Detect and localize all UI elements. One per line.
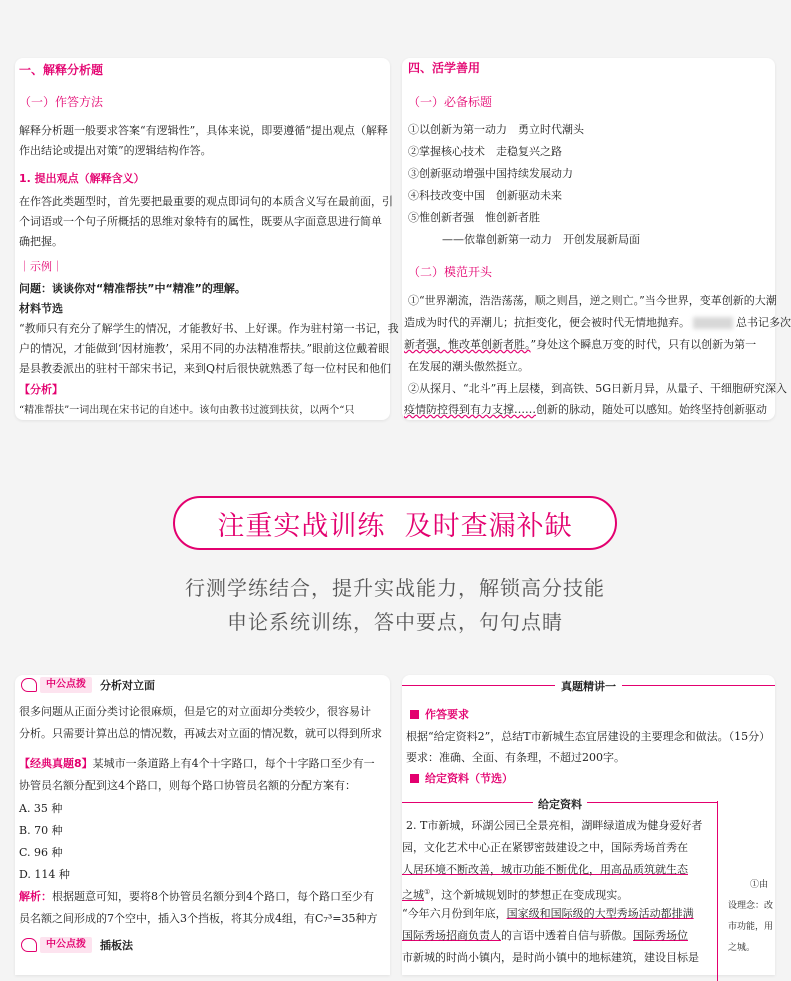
banner-subtitle: 行测学练结合，提升实战能力，解锁高分技能	[185, 576, 605, 600]
card-counting-methods	[15, 675, 390, 975]
option-item: C. 96 种	[19, 846, 63, 859]
question-line: 问题：谈谈你对“精准帮扶”中“精准”的理解。	[19, 282, 246, 295]
title-item: ②掌握核心技术 走稳复兴之路	[408, 145, 562, 158]
subsection-title: （二）模范开头	[408, 265, 493, 279]
card-practical-use	[402, 58, 791, 420]
title-subline: ——依靠创新第一动力 开创发展新局面	[442, 233, 640, 246]
paragraph-line	[404, 334, 775, 356]
section-header-title: 真题精讲一	[555, 680, 622, 693]
tip-header	[21, 937, 133, 953]
side-note-line: 市功能，用	[728, 922, 774, 932]
title-item: ④科技改变中国 创新驱动未来	[408, 189, 562, 202]
material-box-title: 给定资料	[533, 798, 587, 811]
material-line: 户的情况，才能做到‘因材施教’，采用不同的办法精准帮扶。”眼前这位戴着眼	[19, 342, 390, 355]
material-line	[402, 859, 714, 881]
material-fragment: “今年六月份到年底，	[402, 907, 507, 920]
paragraph-line: ①“世界潮流，浩浩荡荡，顺之则昌，逆之则亡。”当今世界，变革创新的大潮	[408, 294, 777, 307]
paragraph-line: 协管员名额分配到这4个路口，则每个路口协管员名额的分配方案有：	[19, 779, 356, 792]
footnote-mark: ①	[424, 888, 431, 896]
highlight-fragment: 疫情防控得到有力支撑……	[404, 403, 536, 416]
square-bullet-icon	[410, 710, 419, 719]
side-note-line: 之城。	[728, 943, 756, 953]
material-line: “教师只有充分了解学生的情况，才能教好书、上好课。作为驻村第一书记，我	[19, 322, 399, 335]
material-line: 是县教委派出的驻村干部宋书记，来到Q村后很快就熟悉了每一位村民和他们	[19, 362, 392, 375]
option-item: D. 114 种	[19, 868, 70, 881]
material-label: 材料节选	[19, 302, 63, 315]
paragraph-fragment: 造成为时代的弄潮儿；抗拒变化，便会被时代无情地抛弃。	[404, 316, 690, 329]
paragraph-line: 在发展的潮头傲然挺立。	[408, 360, 529, 373]
paragraph-fragment: ”身处这个瞬息万变的时代，只有以创新为第一	[530, 338, 757, 351]
analysis-tag: 【分析】	[19, 383, 63, 396]
material-line: 市新城的时尚小镇内，是时尚小镇中的地标建筑，建设目标是	[402, 951, 699, 964]
solution-fragment: 根据题意可知，要将8个协管员名额分到4个路口，每个路口至少有	[52, 890, 374, 903]
paragraph-fragment: 某城市一条道路上有4个十字路口，每个十字路口至少有一	[92, 757, 375, 770]
tip-title: 分析对立面	[100, 679, 155, 692]
side-note	[728, 875, 775, 959]
subsection-title: （一）作答方法	[19, 95, 104, 109]
section-title: 一、解释分析题	[19, 63, 104, 77]
material-label: 给定资料（节选）	[410, 769, 513, 789]
material-box	[402, 798, 718, 981]
card-exam-explanation	[402, 675, 775, 975]
tip-header	[21, 677, 155, 693]
example-tag: ｜示例｜	[19, 260, 63, 273]
material-line	[402, 925, 714, 947]
material-fragment: ，这个新城规划时的梦想正在变成现实。	[430, 888, 629, 902]
title-item: ③创新驱动增强中国持续发展动力	[408, 167, 573, 180]
paragraph-line: 作出结论或提出对策”的逻辑结构作答。	[19, 144, 212, 157]
paragraph-fragment: 总书记多次	[736, 316, 791, 329]
highlight-fragment: 人居环境不断改善，城市功能不断优化，用高品质筑就生态	[402, 863, 688, 876]
paragraph-line: 个词语或一个句子所概括的思维对象特有的属性，既要从字面意思进行简单	[19, 215, 382, 228]
square-bullet-icon	[410, 774, 419, 783]
solution-label: 解析：	[19, 890, 52, 903]
banner-subtitle: 申论系统训练，答中要点，句句点睛	[227, 610, 563, 634]
paragraph-line	[19, 753, 390, 775]
option-item: B. 70 种	[19, 824, 63, 837]
title-item: ①以创新为第一动力 勇立时代潮头	[408, 123, 584, 136]
highlight-fragment: 国际秀场招商负责人	[402, 929, 501, 942]
material-line	[402, 903, 714, 925]
requirement-label: 作答要求	[410, 705, 469, 725]
brand-logo-icon	[21, 938, 37, 952]
paragraph-line	[404, 312, 791, 334]
solution-line: 员名额之间形成的7个空中，插入3个挡板，将其分成4组，有C₇³=35种方	[19, 912, 378, 925]
section-title: 四、活学善用	[408, 61, 481, 75]
brand-logo-icon	[21, 678, 37, 692]
requirement-line: 要求：准确、全面、有条理，不超过200字。	[406, 751, 625, 764]
subsection-title: （一）必备标题	[408, 95, 493, 109]
solution-line	[19, 886, 390, 908]
option-item: A. 35 种	[19, 802, 63, 815]
redacted-name	[693, 317, 733, 329]
point-title: 1. 提出观点（解释含义）	[19, 172, 145, 185]
highlight-fragment: 国家级和国际级的大型秀场活动都排满	[506, 907, 694, 920]
highlight-fragment: 之城	[402, 888, 424, 902]
exam-tag: 【经典真题8】	[19, 757, 93, 770]
banner-title: 注重实战训练 及时查漏补缺	[217, 510, 573, 542]
material-line: 园，文化艺术中心正在紧锣密鼓建设之中，国际秀场首秀在	[402, 841, 688, 854]
brand-tag: 中公点拨	[40, 937, 92, 953]
side-note-line: 设理念：改	[728, 901, 774, 911]
material-box-title-wrap	[402, 793, 718, 814]
material-line: 2. T市新城，环湖公园已全景亮相，湖畔绿道成为健身爱好者	[406, 819, 703, 832]
paragraph-line: 确把握。	[19, 235, 63, 248]
paragraph-line: 在作答此类题型时，首先要把最重要的观点即词句的本质含义写在最前面，引	[19, 195, 393, 208]
requirement-line: 根据“给定资料2”，总结T市新城生态宜居建设的主要理念和做法。（15分）	[406, 730, 771, 743]
analysis-line: “精准帮扶”一词出现在宋书记的自述中。该句由教书过渡到扶贫，以两个“只	[19, 405, 355, 416]
title-item: ⑤惟创新者强 惟创新者胜	[408, 211, 540, 224]
tip-title: 插板法	[100, 939, 133, 952]
paragraph-fragment: 创新的脉动，随处可以感知。始终坚持创新驱动	[536, 403, 767, 416]
highlight-fragment: 新者强，惟改革创新者胜。	[404, 338, 531, 351]
paragraph-line: ②从探月、“北斗”再上层楼，到高铁、5G日新月异，从量子、干细胞研究深入	[408, 382, 788, 395]
paragraph-line	[404, 399, 775, 421]
side-note-line: ①由	[750, 880, 769, 890]
card-explanation-analysis	[15, 58, 399, 420]
paragraph-line: 很多问题从正面分类讨论很麻烦，但是它的对立面却分类较少，很容易计	[19, 705, 371, 718]
highlight-fragment: 国际秀场位	[633, 929, 688, 942]
material-fragment: 的言语中透着自信与骄傲。	[501, 929, 633, 942]
banner-pill	[173, 496, 617, 550]
paragraph-line: 解释分析题一般要求答案“有逻辑性”，具体来说，即要遵循“提出观点（解释	[19, 124, 388, 137]
paragraph-line: 分析。只需要计算出总的情况数，再减去对立面的情况数，就可以得到所求	[19, 727, 382, 740]
brand-tag: 中公点拨	[40, 677, 92, 693]
